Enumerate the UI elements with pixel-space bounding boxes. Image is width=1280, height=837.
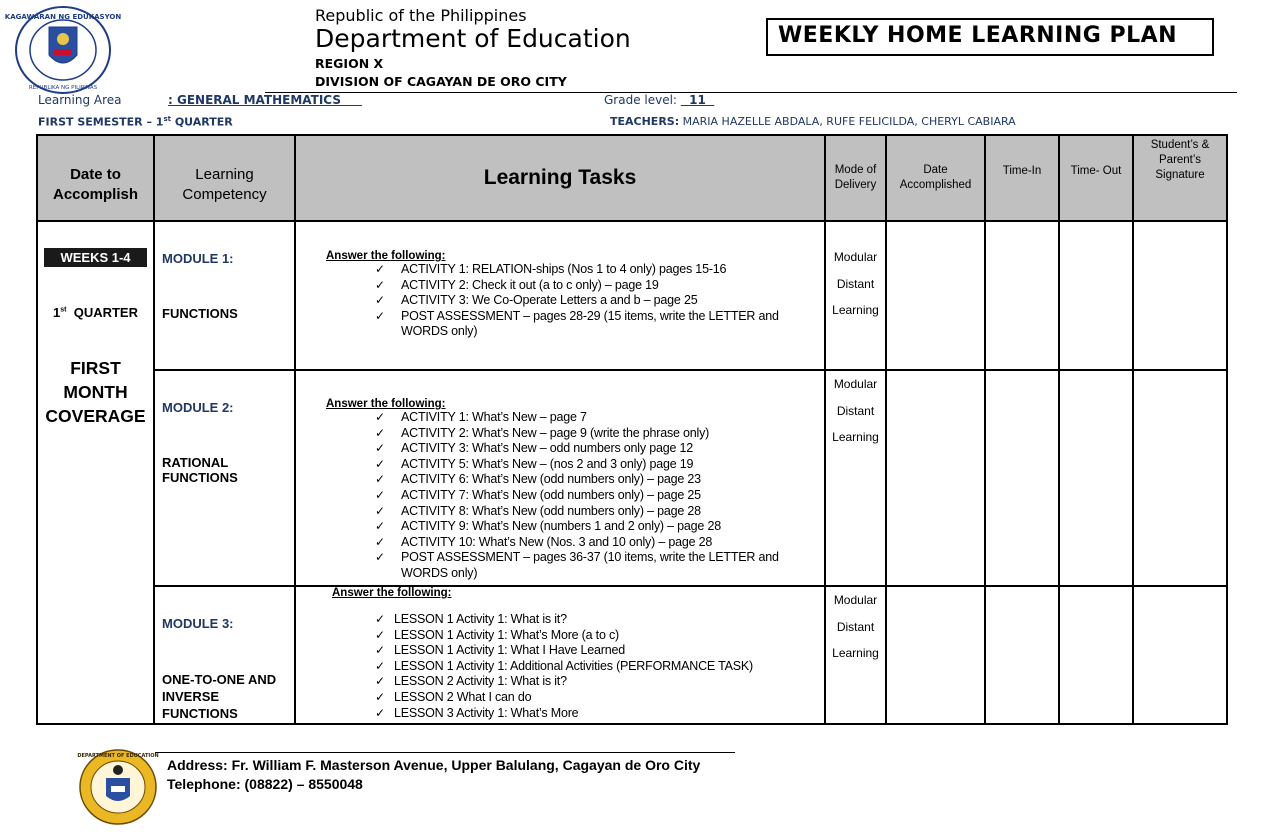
division-label: DIVISION OF CAGAYAN DE ORO CITY [315,74,567,89]
task-list [375,410,806,582]
check-icon: ✓ [375,441,385,456]
date-accomplished-cell[interactable] [886,370,985,586]
header-signature: Student’s & Parent’s Signature [1133,135,1227,221]
header-mode-of-delivery: Mode of Delivery [825,135,886,221]
list-item: ✓ ACTIVITY 6: What’s New (odd numbers only) – page 23 [375,472,701,487]
task-list [375,262,806,340]
check-icon: ✓ [375,410,385,424]
check-icon: ✓ [375,627,385,642]
division-seal-logo [78,748,158,826]
list-item: ✓ ACTIVITY 7: What’s New (odd numbers only) – page 25 [375,487,701,502]
time-in-cell[interactable] [985,586,1059,724]
task-instruction: Answer the following: [332,587,452,599]
header-date-to-accomplish: Date to Accomplish [37,135,154,221]
learning-area-text: : GENERAL MATHEMATICS [168,93,341,107]
footer-divider [155,752,735,753]
tasks-cell [295,221,825,370]
list-item: ✓ POST ASSESSMENT – pages 36-37 (10 items, write the LETTER and WORDS only) [375,550,779,580]
grade-level [604,93,714,107]
time-out-cell[interactable] [1059,221,1133,370]
header-date-accomplished: Date Accomplished [886,135,985,221]
tasks-cell [295,586,825,724]
list-item: ✓ LESSON 1 Activity 1: What’s More (a to c) [375,627,619,642]
time-out-cell[interactable] [1059,586,1133,724]
list-item: ✓ ACTIVITY 5: What’s New – (nos 2 and 3 only) page 19 [375,456,694,471]
list-item: ✓ ACTIVITY 8: What’s New (odd numbers only) – page 28 [375,503,701,518]
header-divider [265,92,1237,93]
check-icon: ✓ [375,705,385,720]
header-learning-competency: Learning Competency [154,135,295,221]
time-in-cell[interactable] [985,370,1059,586]
list-item: ✓ ACTIVITY 2: What’s New – page 9 (write the phrase only) [375,425,710,440]
competency-name: FUNCTIONS [162,306,238,321]
table-header-row [37,135,1227,221]
signature-cell[interactable] [1133,221,1227,370]
signature-cell[interactable] [1133,370,1227,586]
learning-area-value [168,93,362,107]
check-icon: ✓ [375,534,385,549]
header-time-in: Time-In [985,135,1059,221]
semester-quarter: FIRST SEMESTER – 1st QUARTER [38,115,233,129]
task-list [375,612,814,721]
competency-name: ONE-TO-ONE AND INVERSE FUNCTIONS [162,672,277,721]
competency-cell [154,370,295,586]
header-time-out: Time- Out [1059,135,1133,221]
competency-cell [154,221,295,370]
plan-title-box: WEEKLY HOME LEARNING PLAN [766,18,1214,56]
list-item: ✓ LESSON 2 Activity 1: What is it? [375,674,567,689]
grade-level-value: 11 [689,93,706,107]
time-in-cell[interactable] [985,221,1059,370]
month-coverage: FIRST MONTH COVERAGE [45,358,146,426]
check-icon: ✓ [375,519,385,534]
competency-cell [154,586,295,724]
teachers-label: TEACHERS: [610,115,680,128]
date-accomplished-cell[interactable] [886,221,985,370]
time-out-cell[interactable] [1059,370,1133,586]
check-icon: ✓ [375,293,385,308]
grade-level-label: Grade level: [604,93,677,107]
deped-seal-logo [4,5,122,95]
list-item: ✓ ACTIVITY 10: What’s New (Nos. 3 and 10 only) – page 28 [375,534,713,549]
date-column-cell [37,221,154,724]
header-learning-tasks: Learning Tasks [295,135,825,221]
check-icon: ✓ [375,456,385,471]
footer-address: Address: Fr. William F. Masterson Avenue, Upper Balulang, Cagayan de Oro City [167,757,701,773]
check-icon: ✓ [375,643,385,658]
weeks-badge: WEEKS 1-4 [44,248,146,267]
list-item: ✓ LESSON 3 Activity 1: What’s More [375,705,579,720]
list-item: ✓ LESSON 1 Activity 1: Additional Activities (PERFORMANCE TASK) [375,658,753,673]
list-item: ✓ LESSON 1 Activity 1: What is it? [375,612,567,626]
table-row [37,370,1227,586]
check-icon: ✓ [375,487,385,502]
footer-telephone: Telephone: (08822) – 8550048 [167,776,363,792]
check-icon: ✓ [375,612,385,626]
check-icon: ✓ [375,425,385,440]
check-icon: ✓ [375,262,385,276]
table-row [37,586,1227,724]
learning-area-label: Learning Area [38,93,122,107]
check-icon: ✓ [375,550,385,565]
check-icon: ✓ [375,658,385,673]
quarter-label: 1st QUARTER [53,305,138,320]
tasks-cell [295,370,825,586]
footer-contact [167,756,700,794]
teachers [610,115,1016,128]
mode-cell: Modular Distant Learning [825,586,886,724]
list-item: ✓ ACTIVITY 3: What’s New – odd numbers only page 12 [375,441,693,456]
republic-label: Republic of the Philippines [315,6,527,25]
task-instruction: Answer the following: [326,250,446,262]
task-instruction: Answer the following: [326,398,446,410]
svg-text:KAGAWARAN NG EDUKASYON: KAGAWARAN NG EDUKASYON [4,13,122,21]
list-item: ✓ LESSON 1 Activity 1: What I Have Learned [375,643,626,658]
date-accomplished-cell[interactable] [886,586,985,724]
list-item: ✓ ACTIVITY 2: Check it out (a to c only) – page 19 [375,277,659,292]
table-row [37,221,1227,370]
check-icon: ✓ [375,689,385,704]
list-item: ✓ ACTIVITY 1: What’s New – page 7 [375,410,587,424]
check-icon: ✓ [375,503,385,518]
list-item: ✓ ACTIVITY 1: RELATION-ships (Nos 1 to 4 only) pages 15-16 [375,262,727,276]
teachers-value: MARIA HAZELLE ABDALA, RUFE FELICILDA, CHERYL CABIARA [682,115,1016,128]
check-icon: ✓ [375,277,385,292]
svg-text:DEPARTMENT OF EDUCATION: DEPARTMENT OF EDUCATION [77,753,159,759]
mode-cell: Modular Distant Learning [825,221,886,370]
list-item: ✓ LESSON 2 What I can do [375,689,532,704]
svg-text:REPUBLIKA NG PILIPINAS: REPUBLIKA NG PILIPINAS [28,85,98,91]
department-title: Department of Education [315,24,631,53]
region-label: REGION X [315,56,384,71]
module-label: MODULE 2: [162,400,234,415]
module-label: MODULE 3: [162,616,234,631]
mode-cell: Modular Distant Learning [825,370,886,586]
competency-name: RATIONAL FUNCTIONS [162,455,238,485]
check-icon: ✓ [375,308,385,323]
learning-plan-table [36,134,1228,725]
list-item: ✓ POST ASSESSMENT – pages 28-29 (15 items, write the LETTER and WORDS only) [375,308,779,339]
list-item: ✓ ACTIVITY 3: We Co-Operate Letters a and b – page 25 [375,293,698,308]
list-item: ✓ ACTIVITY 9: What’s New (numbers 1 and 2 only) – page 28 [375,519,721,534]
signature-cell[interactable] [1133,586,1227,724]
check-icon: ✓ [375,674,385,689]
check-icon: ✓ [375,472,385,487]
module-label: MODULE 1: [162,251,234,266]
